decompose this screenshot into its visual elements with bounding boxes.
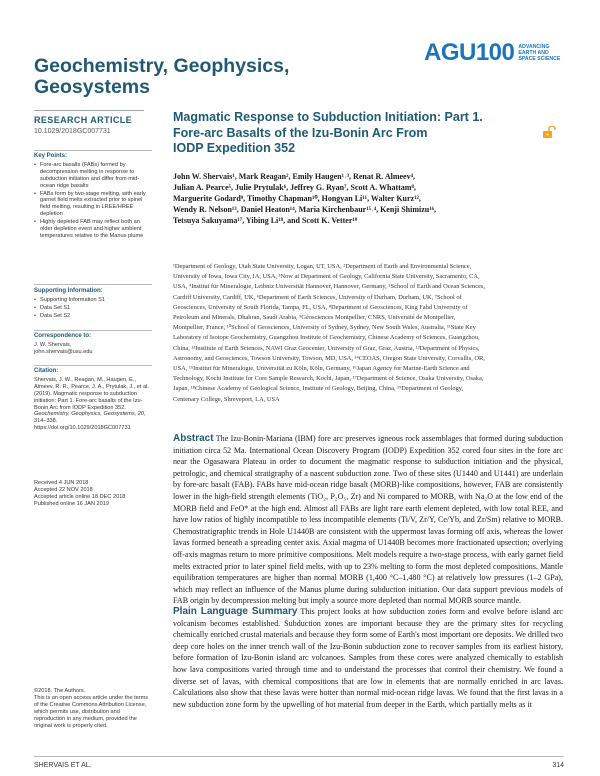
supporting-heading: Supporting Information: [34,288,103,294]
article-title-line2: Fore-arc Basalts of the Izu-Bonin Arc From [173,125,428,140]
journal-title-line2: Geosystems [34,76,150,98]
supporting-information [34,288,152,321]
supporting-item[interactable]: • Data Set S2 [34,313,152,320]
agu-logo-text: AGU100 [424,39,515,66]
author-line: John W. Shervais¹, Mark Reagan², Emily Haugen¹˒³, Renat R. Almeev⁴, [173,172,415,181]
journal-divider [34,110,144,111]
agu-tag-line-2: EARTH AND [518,50,549,56]
plain-language-summary [173,606,563,710]
key-point-item: • Fore-arc basalts (FABs) formed by decompression melting in response to subduction initiation and differ from mid-ocean ridge basalts [34,162,152,190]
sidebar-divider [34,150,152,151]
key-points-heading: Key Points: [34,153,68,159]
article-title-line3: IODP Expedition 352 [173,141,296,155]
agu-tag-line-3: SPACE SCIENCE [518,56,561,62]
author-line: Marguerite Godard⁹, Timothy Chapman¹⁰, Hongyan Li¹¹, Walter Kurz¹², [173,194,421,203]
plain-language-text: This project looks at how subduction zones form and evolve before island arc volcanism becomes established. Subduction zones are important because they are the primary sites for recycling chemically enriched crustal materials and because they form some of Earth's most important ore deposits. We drilled two deep core holes on the inner trench wall of the Izu-Bonin subduction zone to recover samples from its earliest history, before formation of Izu-Bonin island arc volcanoes. Samples from these cores were analyzed chemically to establish how lava compositions varied through time and to understand the processes that control their chemistry. We found a diverse set of lavas, with chemical compositions that are low in elements that are normally enriched in arc lavas. Calculations also show that these lavas were hotter than normal mid-ocean ridge lavas. We found that the first lavas in a new subduction zone form by the upwelling of hot material from deeper in the Earth, which partially melts as it [173,607,563,709]
affiliation-line: Laboratory of Isotope Geochemistry, Guangzhou Institute of Geochemistry, Chinese Academy of Sciences, Guangzhou, [173,334,480,342]
affiliation-line: Geosciences, University of South Florida, Tampa, FL, USA, ⁸Department of Geosciences, King Fahd University of [173,303,468,311]
affiliation-line: Astronomy, and Geosciences, Towson University, Towson, MD, USA, ¹⁴CEOAS, Oregon State University, Corvallis, OR, [173,354,485,362]
affiliation-line: China, ¹²Institute of Earth Sciences, NAWI Graz Geocenter, University of Graz, Graz, Austria, ¹³Department of Physics, [173,344,480,352]
correspondence-name: J. W. Shervais, [34,341,72,348]
correspondence [34,333,152,356]
citation-heading: Citation: [34,368,59,374]
affiliation-line: Montpellier, France, ¹⁰School of Geosciences, University of Sydney, Sydney, New South Wales, Australia, ¹¹State Key [173,324,476,332]
footer-divider [34,756,564,757]
supporting-item[interactable]: • Data Set S1 [34,305,152,312]
affiliation-line: Petroleum and Minerals, Dhahran, Saudi Arabia, ⁹Géosciences Montpellier, CNRS, Université de Montpellier, [173,314,456,322]
sidebar-divider [34,330,152,331]
author-line: Tetsuya Sakuyama¹⁷, Yibing Li¹⁸, and Scott K. Vetter¹⁹ [173,216,358,225]
abstract-text: The Izu-Bonin-Mariana (IBM) fore arc preserves igneous rock assemblages that formed during subduction initiation circa 52 Ma. International Ocean Discovery Program (IODP) Expedition 352 cored four sites in the fore arc near the Ogasawara Plateau in order to document the magmatic response to subduction initiation and the physical, petrologic, and chemical stratigraphy of a nascent subduction zone. Two of these sites (U1440 and U1441) are underlain by fore-arc basalt (FAB). FABs have mid-ocean ridge basalt (MORB)-like compositions, however, FAB are consistently lower in the high-field strength elements (TiO₂, P₂O₅, Zr) and Ni compared to MORB, with Na₂O at the low end of the MORB field and FeO* at the high end. Almost all FABs are light rare earth element depleted, with low total REE, and have low ratios of highly incompatible to less incompatible elements (Ti/V, Zr/Y, Ce/Yb, and Zr/Sm) relative to MORB. Chemostratigraphic trends in Hole U1440B are consistent with the uppermost lavas forming off axis, whereas the lower lavas formed beneath a spreading center axis. Axial magma of U1440B becomes more fractionated upsection; overlying off-axis magmas return to more primitive compositions. Melt models require a two-stage process, with early garnet field melts extracted prior to later spinel field melts, with up to 23% melting to form the most depleted compositions. Mantle equilibration temperatures are higher than normal MORB (1,400 °C–1,480 °C) at relatively low pressures (1–2 GPa), which may reflect an influence of the Manus plume during subduction initiation. Our data support previous models of FAB origin by decompression melting but imply a source more depleted than normal MORB source mantle. [173,434,563,606]
accepted-online-date: Accepted article online 18 DEC 2018 [34,493,126,500]
author-line: Wendy R. Nelson¹³, Daniel Heaton¹⁴, Maria Kirchenbaur¹⁵˒⁴, Kenji Shimizu¹⁶, [173,205,436,214]
affiliation-line: Technology, Kochi Institute for Core Sample Research, Kochi, Japan, ¹⁷Department of Science, Osaka University, Osaka, [173,375,484,383]
article-history [34,480,152,508]
license [34,688,152,729]
journal-title-line1: Geochemistry, Geophysics, [34,55,290,77]
plain-language-heading: Plain Language Summary [173,606,298,617]
agu-tag-line-1: ADVANCING [518,44,550,50]
supporting-item[interactable]: • Supporting Information S1 [34,297,152,304]
abstract [173,433,563,607]
license-text: This is an open access article under the terms of the Creative Commons Attribution License, which permits use, distribution and reproduction in any medium, provided the original work is properly cited. [34,694,149,729]
citation-journal: Geochemistry, Geophysics, Geosystems, 20 [34,411,144,418]
article-title [173,110,553,157]
abstract-heading: Abstract [173,433,214,444]
published-date: Published online 16 JAN 2019 [34,500,109,507]
affiliation-line: Cardiff University, Cardiff, UK, ⁶Department of Earth Sciences, University of Durham, Durham, UK, ⁷School of [173,293,462,301]
affiliation-line: USA, ¹⁵Institut für Mineralogie, Universität zu Köln, Köln, Germany, ¹⁶Japan Agency for Marine-Earth Science and [173,365,470,373]
sidebar-divider [34,365,152,366]
citation-plain: Shervais, J. W., Reagan, M., Haugen, E., Almeev, R. R., Pearce, J. A., Prytulak, J., et al. (2019). Magmatic response to subduction initiation: Part 1. Fore-arc basalts of the Izu-Bonin Arc from IODP Expedition 352. [34,376,149,411]
key-points [34,153,152,241]
author-line: Julian A. Pearce⁵, Julie Prytulak⁶, Jeffrey G. Ryan⁷, Scott A. Whattam⁸, [173,183,416,192]
key-point-item: • Highly depleted FAB may reflect both an older depletion event and higher ambient temperatures relative to the Manus plume [34,219,152,240]
page-number: 314 [552,762,564,769]
article-title-line1: Magmatic Response to Subduction Initiation: Part 1. [173,110,483,124]
footer-authors: SHERVAIS ET AL. [34,762,92,769]
correspondence-email[interactable]: john.shervais@usu.edu [34,348,93,355]
affiliations [173,262,563,405]
correspondence-heading: Correspondence to: [34,333,92,339]
journal-title [34,56,394,98]
article-doi[interactable]: 10.1029/2018GC007731 [34,128,111,135]
sidebar-divider [34,284,152,285]
citation-doi[interactable]: , 314–338. https://doi.org/10.1029/2018GC007731 [34,411,146,432]
citation [34,368,152,432]
affiliation-line: Japan, ¹⁸Chinese Academy of Geological Science, Institute of Geology, Beijing, China, ¹⁹Department of Geology, [173,385,464,393]
copyright: ©2018. The Authors. [34,688,86,694]
agu-logo [424,38,570,68]
key-point-item: • FABs form by two-stage melting, with early garnet field melts extracted prior to spinel field melting, resulting in LREE/HREE depletion [34,191,152,219]
citation-text [34,377,152,432]
received-date: Received 4 JUN 2018 [34,480,89,486]
affiliation-line: USA, ⁴Institut für Mineralogie, Leibniz Universität Hannover, Hannover, Germany, ⁵School of Earth and Ocean Sciences, [173,283,485,291]
affiliation-line: Centenary College, Shreveport, LA, USA [173,395,280,403]
affiliation-line: University of Iowa, Iowa City, IA, USA, ³Now at Department of Geology, California State University, Sacramento, CA, [173,273,480,281]
affiliation-line: ¹Department of Geology, Utah State University, Logan, UT, USA, ²Department of Earth and Environmental Science, [173,263,472,270]
agu-logo-tagline [518,44,560,62]
accepted-date: Accepted 22 NOV 2018 [34,486,93,493]
article-type: RESEARCH ARTICLE [34,115,133,125]
author-list [173,171,563,226]
